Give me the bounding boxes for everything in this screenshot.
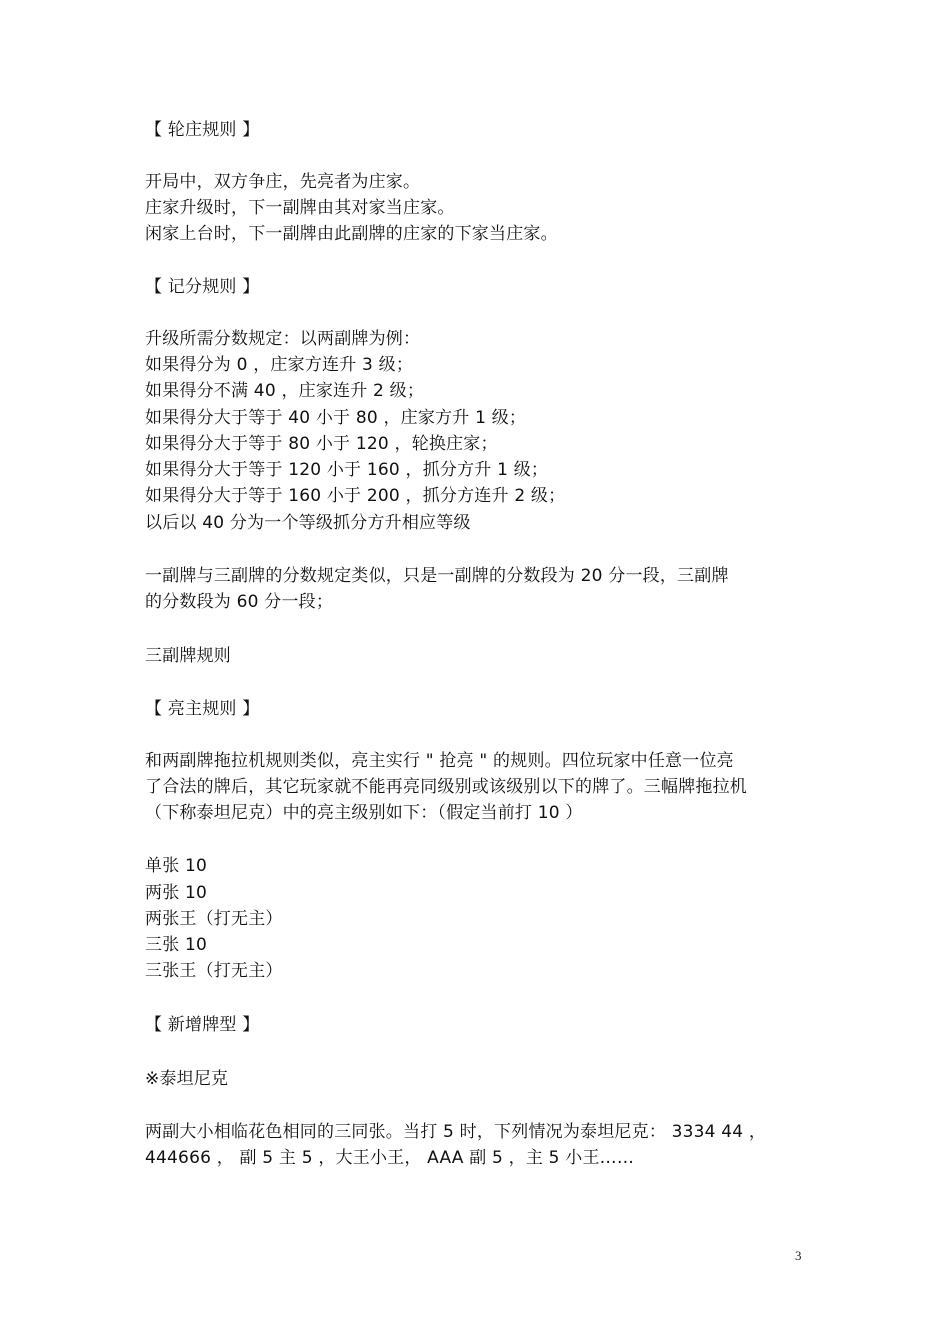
rotation-line: 开局中，双方争庄，先亮者为庄家。: [145, 172, 421, 192]
scoring-line: 升级所需分数规定：以两副牌为例：: [145, 329, 421, 349]
titanic-paragraph-line: 444666 ， 副 5 主 5 ，大王小王， AAA 副 5 ，主 5 小王……: [145, 1148, 635, 1168]
page-number: 3: [795, 1248, 802, 1263]
heading-new-card-types: 【 新增牌型 】: [145, 1015, 260, 1035]
scoring-line: 如果得分大于等于 160 小于 200 ，抓分方连升 2 级；: [145, 486, 566, 506]
titanic-subheading: ※泰坦尼克: [145, 1069, 229, 1089]
scoring-line: 如果得分不满 40 ，庄家连升 2 级；: [145, 381, 425, 401]
rotation-line: 闲家上台时，下一副牌由此副牌的庄家的下家当庄家。: [145, 224, 558, 244]
scoring-note-line: 的分数段为 60 分一段；: [145, 592, 334, 612]
scoring-line: 如果得分大于等于 120 小于 160 ，抓分方升 1 级；: [145, 460, 549, 480]
scoring-line: 如果得分大于等于 80 小于 120 ，轮换庄家；: [145, 434, 498, 454]
declare-level-item: 两张王（打无主）: [145, 909, 283, 929]
rotation-line: 庄家升级时，下一副牌由其对家当庄家。: [145, 198, 455, 218]
declare-level-item: 两张 10: [145, 883, 208, 903]
three-deck-title: 三副牌规则: [145, 646, 231, 666]
declare-paragraph-line: 和两副牌拖拉机规则类似，亮主实行 " 抢亮 " 的规则。四位玩家中任意一位亮: [145, 751, 734, 771]
heading-rotation-rules: 【 轮庄规则 】: [145, 120, 260, 140]
scoring-line: 如果得分大于等于 40 小于 80 ，庄家方升 1 级；: [145, 408, 527, 428]
heading-scoring-rules: 【 记分规则 】: [145, 277, 260, 297]
declare-level-item: 三张 10: [145, 935, 208, 955]
declare-paragraph-line: （下称泰坦尼克）中的亮主级别如下：（假定当前打 10 ）: [145, 803, 583, 823]
heading-declare-rules: 【 亮主规则 】: [145, 699, 260, 719]
scoring-note-line: 一副牌与三副牌的分数规定类似，只是一副牌的分数段为 20 分一段，三副牌: [145, 566, 729, 586]
titanic-paragraph-line: 两副大小相临花色相同的三同张。当打 5 时，下列情况为泰坦尼克： 3334 44 ，: [145, 1122, 767, 1142]
declare-level-item: 单张 10: [145, 856, 208, 876]
declare-level-item: 三张王（打无主）: [145, 961, 283, 981]
scoring-line: 如果得分为 0 ，庄家方连升 3 级；: [145, 355, 414, 375]
scoring-line: 以后以 40 分为一个等级抓分方升相应等级: [145, 513, 471, 533]
declare-paragraph-line: 了合法的牌后，其它玩家就不能再亮同级别或该级别以下的牌了。三幅牌拖拉机: [145, 777, 747, 797]
